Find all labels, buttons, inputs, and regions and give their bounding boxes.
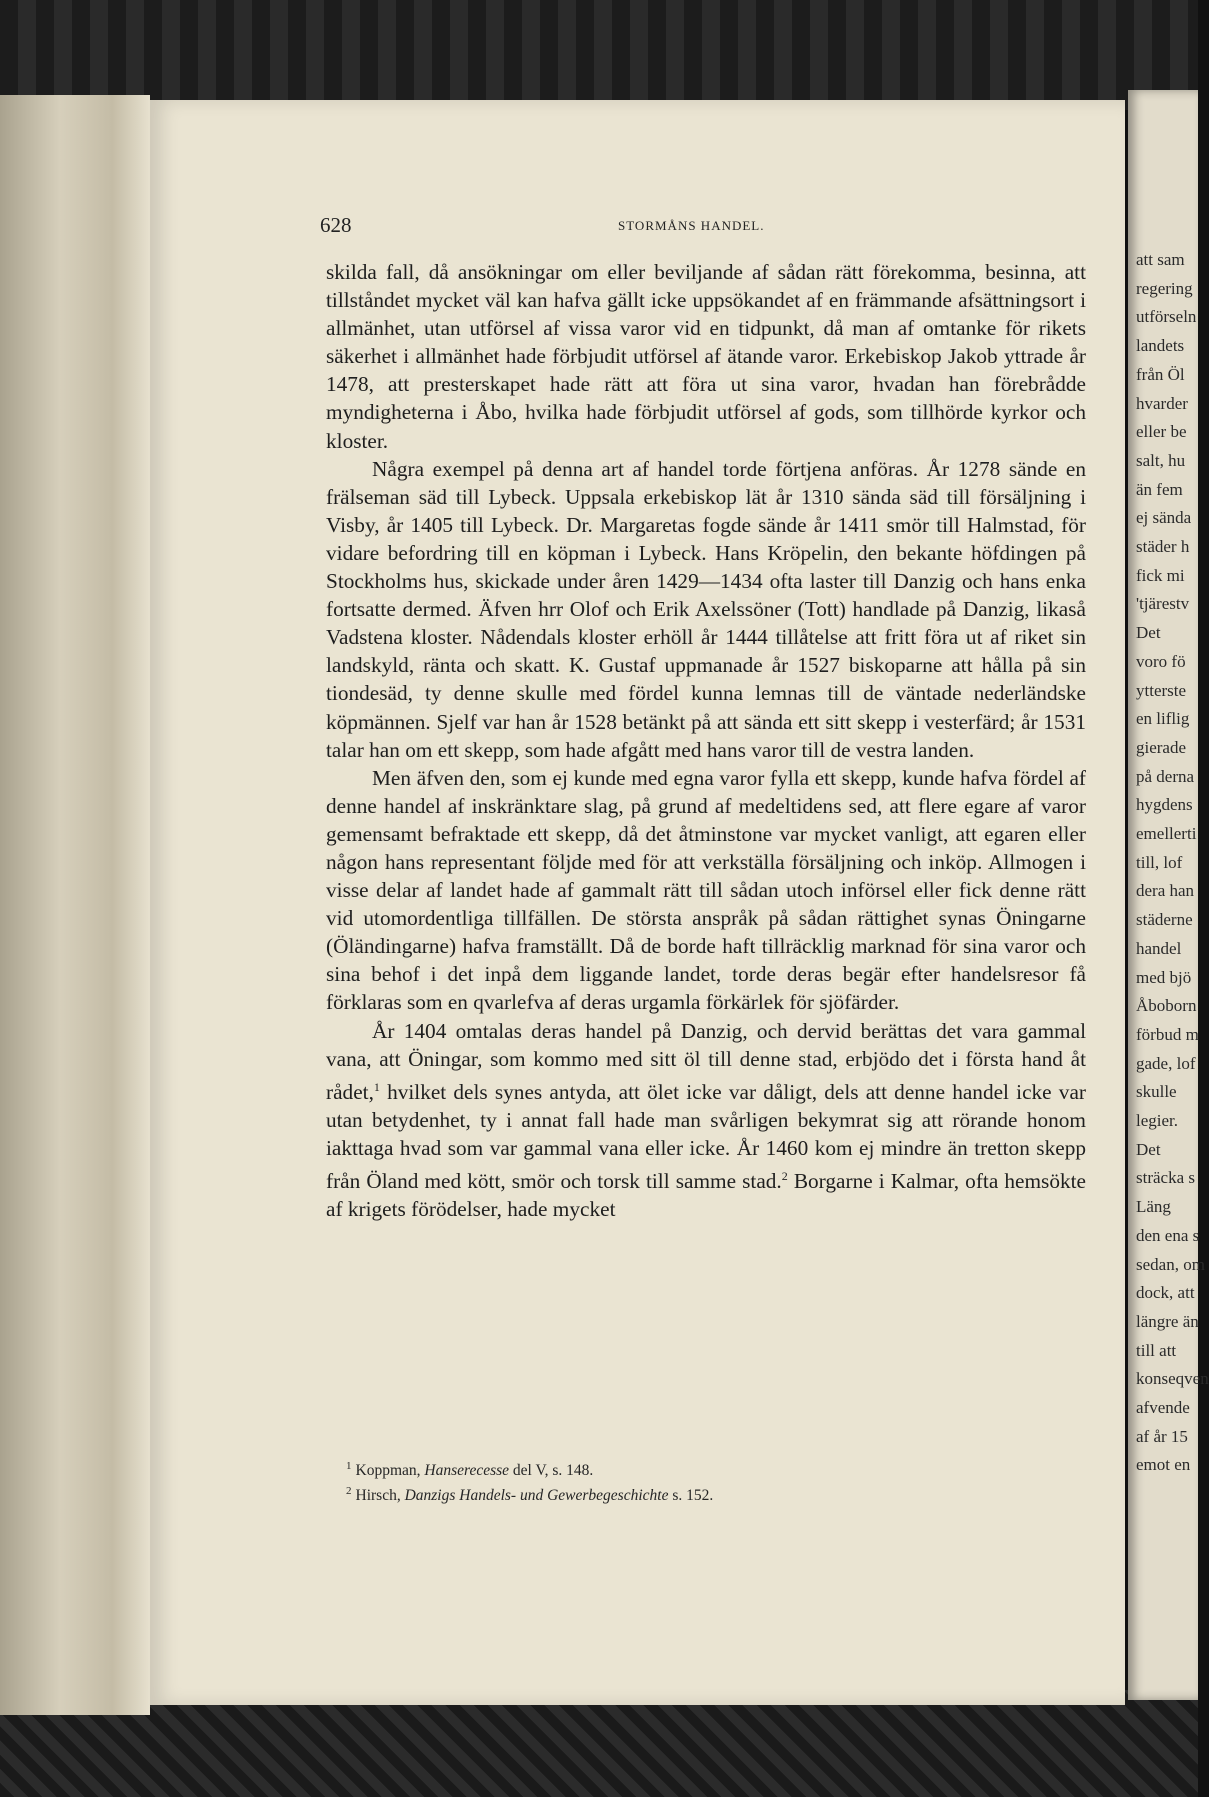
facing-page-fragment: voro fö bbox=[1136, 651, 1186, 671]
footnote-ref: 2 bbox=[781, 1169, 788, 1184]
background-top bbox=[0, 0, 1198, 110]
facing-page-fragment: till, lof bbox=[1136, 852, 1183, 872]
facing-page-fragment: ej sända bbox=[1136, 508, 1192, 528]
facing-page-fragment: af år 15 bbox=[1136, 1426, 1188, 1446]
body-text bbox=[326, 258, 1086, 1438]
facing-page-fragment: från Öl bbox=[1136, 364, 1185, 384]
facing-page-fragment: konseqven bbox=[1136, 1369, 1209, 1389]
footnote-title: Hanserecesse bbox=[424, 1462, 510, 1480]
facing-page-fragment: emot en bbox=[1136, 1455, 1191, 1475]
footnote bbox=[346, 1456, 1086, 1481]
paragraph: skilda fall, då ansökningar om eller beviljande af sådan rätt förekomma, besinna, att tillståndet mycket väl kan hafva gällt icke uppsökandet af en främmande afsättningsort i allmänhet, utan utförsel af vissa varor vid en tidpunkt, då man af omtanke för rikets säkerhet i allmänhet hade förbjudit utförsel af ätande varor. Erkebiskop Jakob yttrade år 1478, att presterskapet hade rätt att föra ut sina varor, hvadan han förebrådde myndigheterna i Åbo, hvilka hade förbjudit utförsel af gods, som tillhörde kyrkor och kloster. bbox=[326, 260, 1086, 453]
facing-page-fragment: städerne bbox=[1136, 910, 1193, 930]
facing-page-fragment: den ena s bbox=[1136, 1225, 1200, 1245]
facing-page-fragment: längre än bbox=[1136, 1311, 1199, 1331]
footnote-ref: 1 bbox=[373, 1079, 380, 1094]
facing-page-fragment: emellerti bbox=[1136, 824, 1197, 843]
facing-page-fragment: landets bbox=[1136, 336, 1185, 356]
background-bottom bbox=[0, 1690, 1198, 1797]
footnote-author: Hirsch, bbox=[355, 1487, 405, 1505]
facing-page bbox=[1128, 90, 1209, 1700]
facing-page-fragment: utförseln bbox=[1136, 307, 1197, 327]
page-number: 628 bbox=[320, 213, 352, 237]
facing-page-fragment: på derna bbox=[1136, 766, 1195, 786]
paragraph: Men äfven den, som ej kunde med egna varor fylla ett skepp, kunde hafva fördel af denne handel af inskränktare slag, på grund af medeltidens sed, att flere egare af varor gemensamt befraktade ett skepp, då det åtminstone var mycket vanligt, att egaren eller någon hans representant följde med för att verkställa försäljning och inköp. Allmogen i visse delar af landet hade af gammalt rätt till sådan utoch införsel eller fick denne rätt vid utomordentliga tillfällen. De största anspråk på sådan rättighet synas Öningarne (Öländingarne) hafva framställt. Då de borde haft tillräcklig marknad för sina varor och sina behof i det inpå dem liggande landet, torde deras begär efter handelsresor få förklaras som en qvarlefva af deras urgamla förkärlek för sjöfärder. bbox=[326, 765, 1086, 1015]
paragraph: Några exempel på denna art af handel torde förtjena anföras. År 1278 sände en frälseman säd till Lybeck. Uppsala erkebiskop lät år 1310 sända säd till försäljning i Visby, år 1405 till Lybeck. Dr. Margaretas fogde sände år 1411 smör till Halmstad, för vidare befordring till en köpman i Lybeck. Hans Kröpelin, den bekante höfdingen på Stockholms hus, skickade under åren 1429—1434 ofta laster till Danzig och hans enka fortsatte dermed. Äfven hrr Olof och Erik Axelssöner (Tott) handlade på Danzig, likaså Vadstena kloster. Nådendals kloster erhöll år 1444 tillåtelse att fritt föra ut af riket sin landskyld, ränta och skatt. K. Gustaf uppmanade år 1527 biskoparne att hålla på sin tiondesäd, ty denne skulle med fördel kunna lemnas till de väntade nederländske köpmännen. Sjelf var han år 1528 betänkt på att sända ett sitt skepp i vesterfärd; år 1531 talar han om ett skepp, som hade afgått med hans varor till de vestra landen. bbox=[326, 456, 1086, 762]
facing-page-fragment: gierade bbox=[1136, 737, 1187, 757]
facing-page-fragment: sträcka s bbox=[1136, 1168, 1196, 1188]
facing-page-fragment: legier. bbox=[1136, 1111, 1179, 1130]
facing-page-fragment: hygdens bbox=[1136, 795, 1193, 815]
facing-page-fragment: till att bbox=[1136, 1340, 1177, 1360]
facing-page-fragment: Åboborn bbox=[1136, 996, 1197, 1016]
facing-page-fragment: Det bbox=[1136, 623, 1161, 643]
facing-page-fragment: Det bbox=[1136, 1139, 1161, 1159]
footnote-number: 1 bbox=[346, 1460, 352, 1472]
facing-page-fragment: salt, hu bbox=[1136, 450, 1186, 470]
paragraph-text: Borgarne i Kalmar, ofta hemsökte af krigets förödelser, hade mycket bbox=[326, 1169, 1086, 1222]
footnote-ref-detail: s. 152. bbox=[668, 1487, 714, 1505]
facing-page-fragment: med bjö bbox=[1136, 967, 1192, 987]
facing-page-fragment: fick mi bbox=[1136, 565, 1185, 585]
footnote bbox=[346, 1481, 1086, 1506]
facing-page-fragment: att sam bbox=[1136, 250, 1185, 269]
facing-page-fragment: en liflig bbox=[1136, 709, 1190, 729]
footnote-number: 2 bbox=[346, 1485, 352, 1498]
book-page-edges bbox=[0, 95, 150, 1715]
running-head: STORMÅNS HANDEL. bbox=[618, 218, 765, 233]
footnotes bbox=[346, 1456, 1086, 1516]
facing-page-fragment: eller be bbox=[1136, 422, 1187, 442]
facing-page-fragment: städer h bbox=[1136, 537, 1190, 556]
facing-page-fragment: hvarder bbox=[1136, 393, 1188, 413]
footnote-ref-detail: del V, s. 148. bbox=[509, 1462, 594, 1480]
facing-page-fragment: ytterste bbox=[1136, 680, 1187, 700]
page-header bbox=[320, 213, 1090, 243]
facing-page-fragment: dock, att bbox=[1136, 1283, 1195, 1303]
facing-page-fragment: gade, lof bbox=[1136, 1053, 1196, 1073]
paragraph-text: hvilket dels synes antyda, att ölet icke var dåligt, dels att denne handel icke var utan betydenhet, ty i annat fall hade man svårligen bekymrat sig att rörande honom iakttaga hvad som var gammal vana eller icke. År 1460 kom ej mindre än tretton skepp från Öland med kött, smör och torsk till samme stad. bbox=[326, 1079, 1086, 1194]
facing-page-fragment: skulle bbox=[1136, 1082, 1177, 1102]
facing-page-fragment: förbud m bbox=[1136, 1024, 1199, 1044]
facing-page-fragment: dera han bbox=[1136, 881, 1195, 901]
facing-page-fragment: regering bbox=[1136, 278, 1193, 298]
facing-page-fragment: 'tjärestv bbox=[1136, 594, 1190, 614]
footnote-author: Koppman, bbox=[355, 1462, 425, 1480]
facing-page-fragment: än fem bbox=[1136, 479, 1183, 499]
facing-page-fragment: sedan, om bbox=[1136, 1254, 1205, 1274]
facing-page-fragment: Läng bbox=[1136, 1197, 1171, 1217]
paragraph bbox=[326, 1017, 1086, 1224]
facing-page-fragment: afvende bbox=[1136, 1398, 1190, 1417]
footnote-title: Danzigs Handels- und Gewerbegeschichte bbox=[404, 1487, 669, 1505]
facing-page-fragment: handel bbox=[1136, 938, 1182, 958]
paragraph-text: År 1404 omtalas deras handel på Danzig, och dervid berättas det vara gammal vana, att Öningar, som kommo med sitt öl till denne stad, erbjödo det i första hand åt rådet, bbox=[326, 1018, 1086, 1104]
